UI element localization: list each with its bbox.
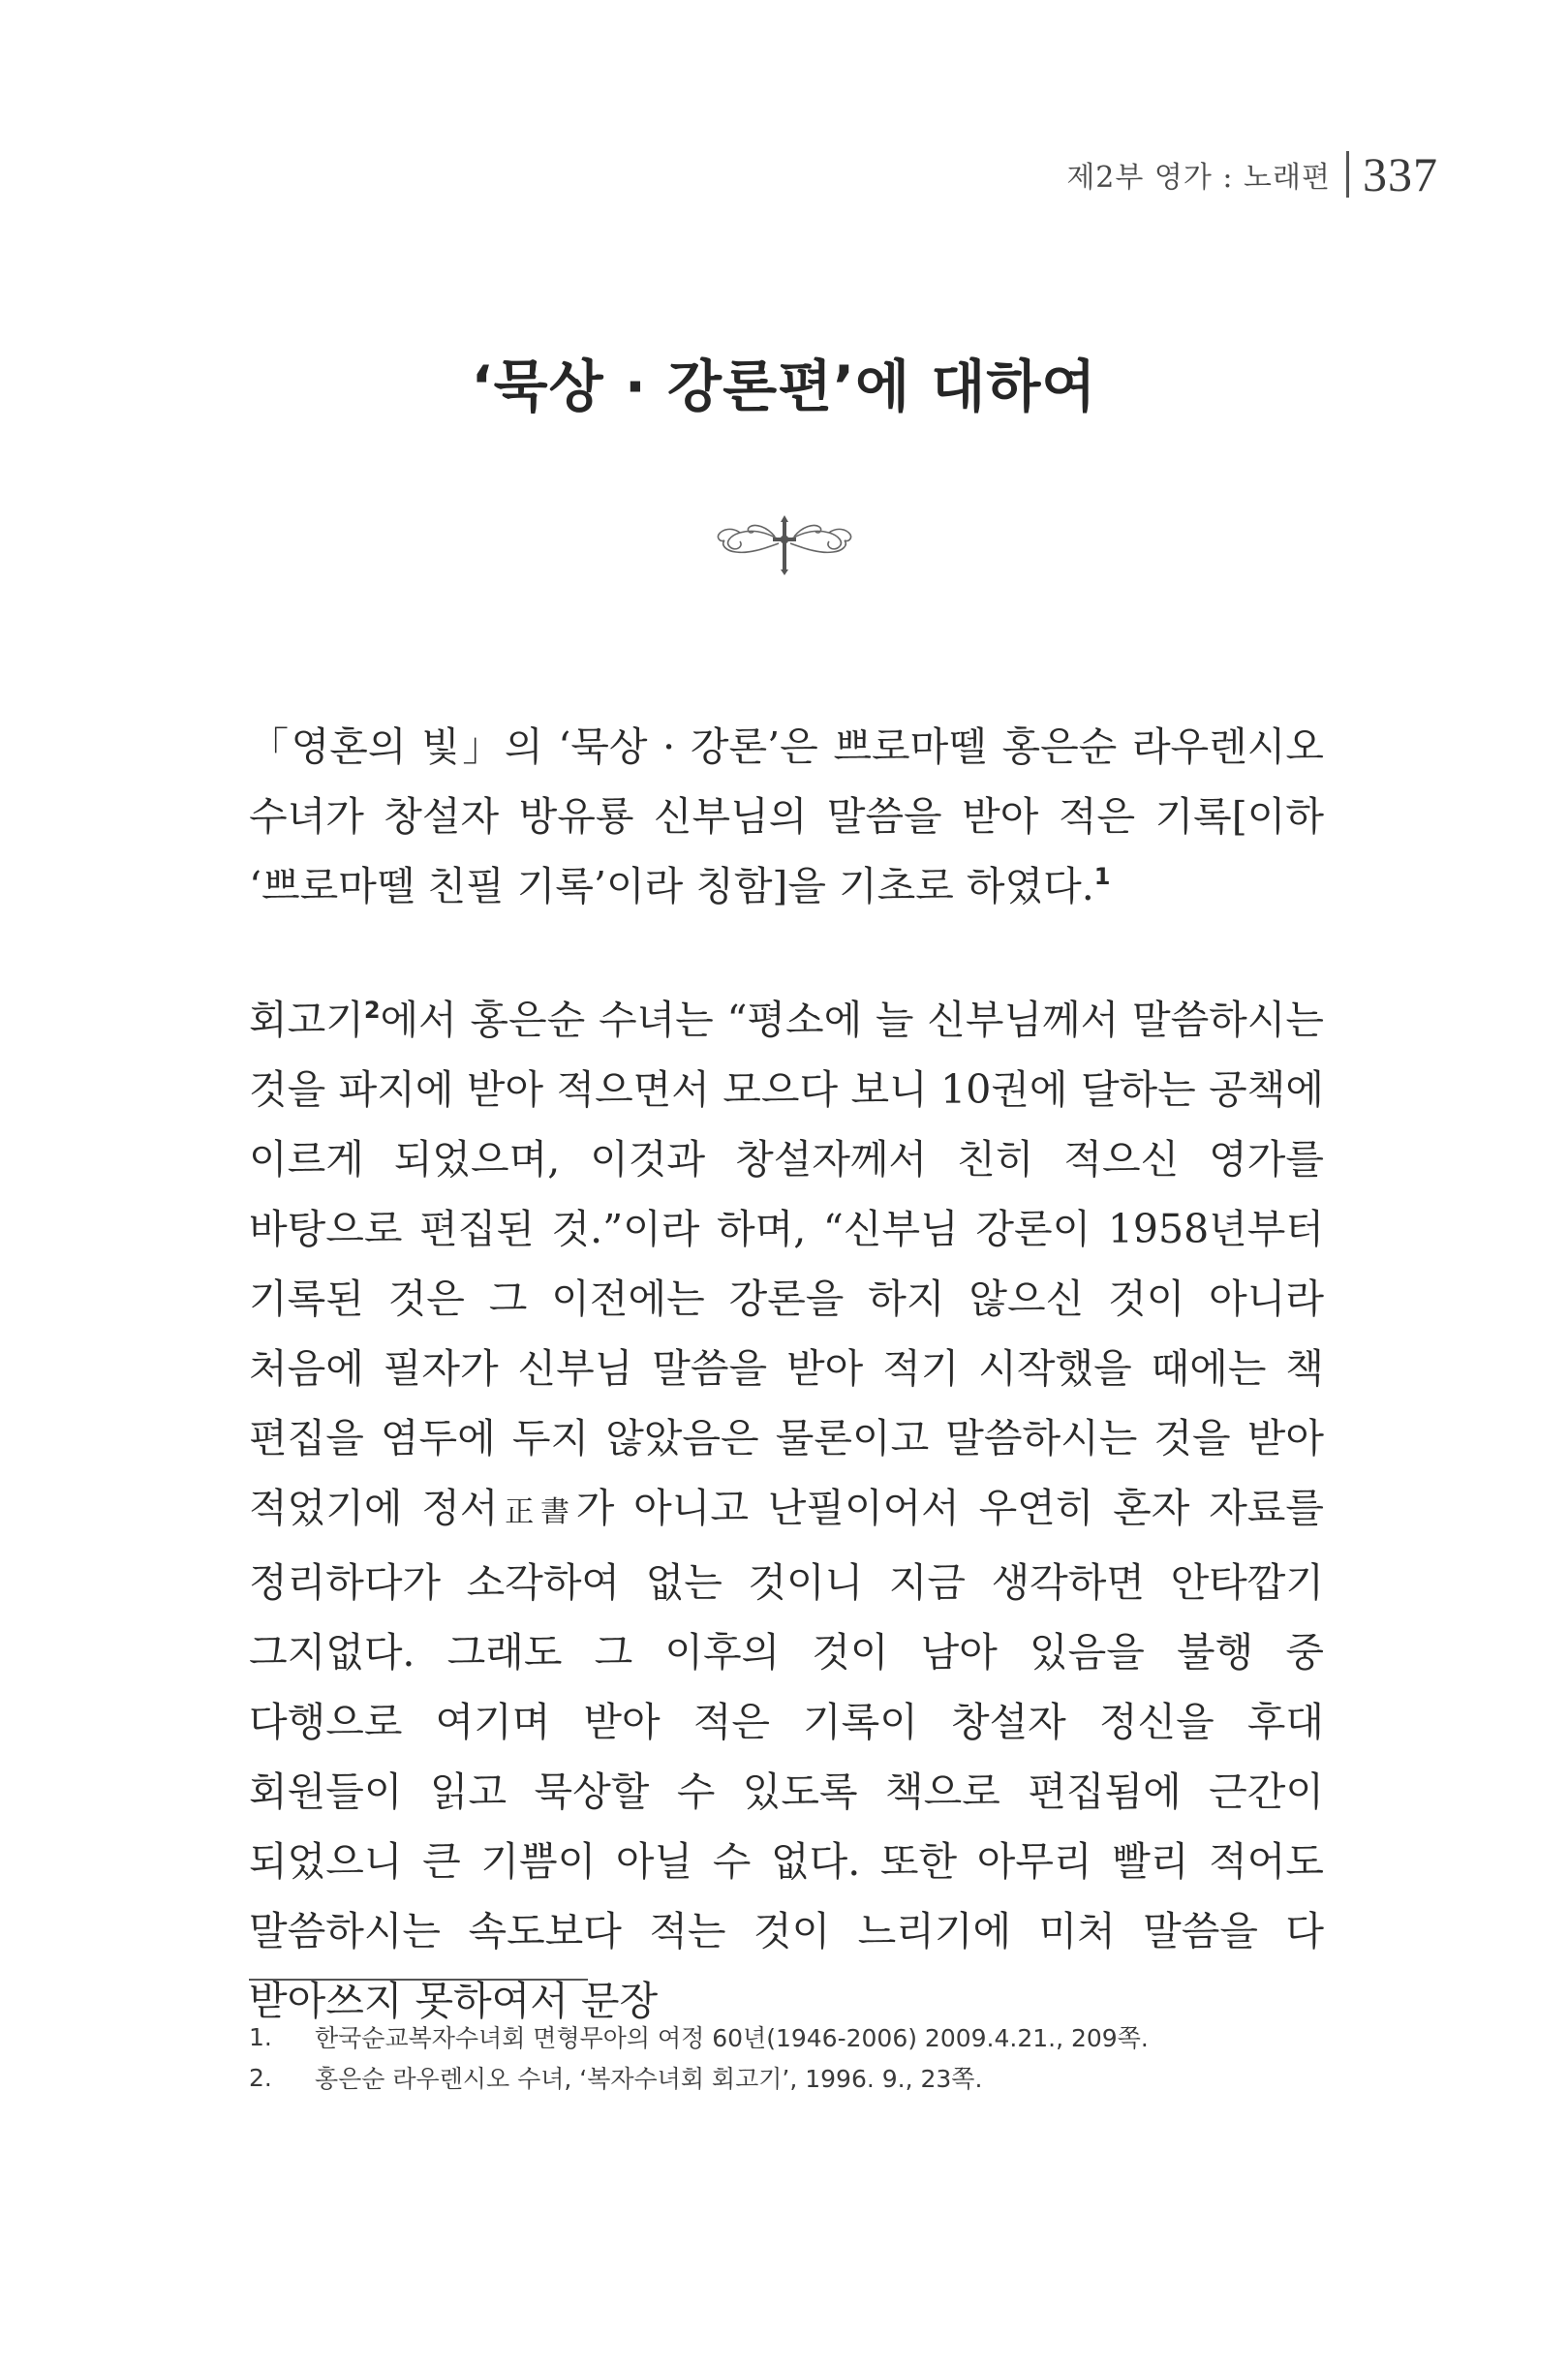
hanja-annotation: 正書 <box>498 1495 576 1529</box>
chapter-title: ‘묵상 · 강론편’에 대하여 <box>471 354 1097 419</box>
paragraph-2-text-b: 가 아니고 난필이어서 우연히 혼자 자료를 정리하다가 소각하여 없는 것이니 지금 생각하면 안타깝기 그지없다. 그래도 그 이후의 것이 남아 있음을 불행 중 다행으로 여기며 받아 적은 기록이 창설자 정신을 후대 회원들이 읽고 묵상할 수 있도록 책으로 편집됨에 근간이 되었으니 큰 기쁨이 아닐 수 없다. 또한 아무리 빨리 적어도 말씀하시는 속도보다 적는 것이 느리기에 미처 말씀을 다 받아쓰지 못하여서 문장 <box>249 1485 1325 2024</box>
running-head-divider <box>1346 151 1349 198</box>
footnote-text: 홍은순 라우렌시오 수녀, ‘복자수녀회 회고기’, 1996. 9., 23쪽. <box>315 2065 983 2093</box>
footnote-divider <box>249 1979 588 1981</box>
footnotes <box>249 2016 1324 2098</box>
body-text <box>249 712 1324 2036</box>
footnote-1 <box>249 2016 1324 2057</box>
running-head <box>1066 145 1438 203</box>
page-number: 337 <box>1363 147 1438 201</box>
footnote-ref-1[interactable]: 1 <box>1093 863 1111 890</box>
paragraph-2-lead: 회고기 <box>249 997 364 1043</box>
footnote-2 <box>249 2057 1324 2098</box>
footnote-number: 1. <box>249 2022 272 2051</box>
paragraph-2-text-a: 에서 홍은순 수녀는 “평소에 늘 신부님께서 말씀하시는 것을 파지에 받아 적으면서 모으다 보니 10권에 달하는 공책에 이르게 되었으며, 이것과 창설자께서 친히 적으신 영가를 바탕으로 편집된 것.”이라 하며, “신부님 강론이 1958년부터 기록된 것은 그 이전에는 강론을 하지 않으신 것이 아니라 처음에 필자가 신부님 말씀을 받아 적기 시작했을 때에는 책 편집을 염두에 두지 않았음은 물론이고 말씀하시는 것을 받아 적었기에 정서 <box>249 997 1324 1531</box>
footnote-number: 2. <box>249 2063 272 2092</box>
paragraph-1 <box>249 712 1324 921</box>
footnote-text: 한국순교복자수녀회 면형무아의 여정 60년(1946-2006) 2009.4.21., 209쪽. <box>315 2024 1149 2052</box>
paragraph-1-text: 「영혼의 빛」의 ‘묵상 · 강론’은 쁘로마뗄 홍은순 라우렌시오 수녀가 창설자 방유룡 신부님의 말씀을 받아 적은 기록[이하 ‘쁘로마뗄 친필 기록’이라 칭함]을 기초로 하였다. <box>249 723 1324 909</box>
running-head-section: 제2부 영가 : 노래편 <box>1066 161 1331 195</box>
paragraph-2 <box>249 985 1324 2036</box>
fleuron-cross-ornament-icon <box>711 513 858 577</box>
footnote-ref-2[interactable]: 2 <box>363 997 381 1024</box>
